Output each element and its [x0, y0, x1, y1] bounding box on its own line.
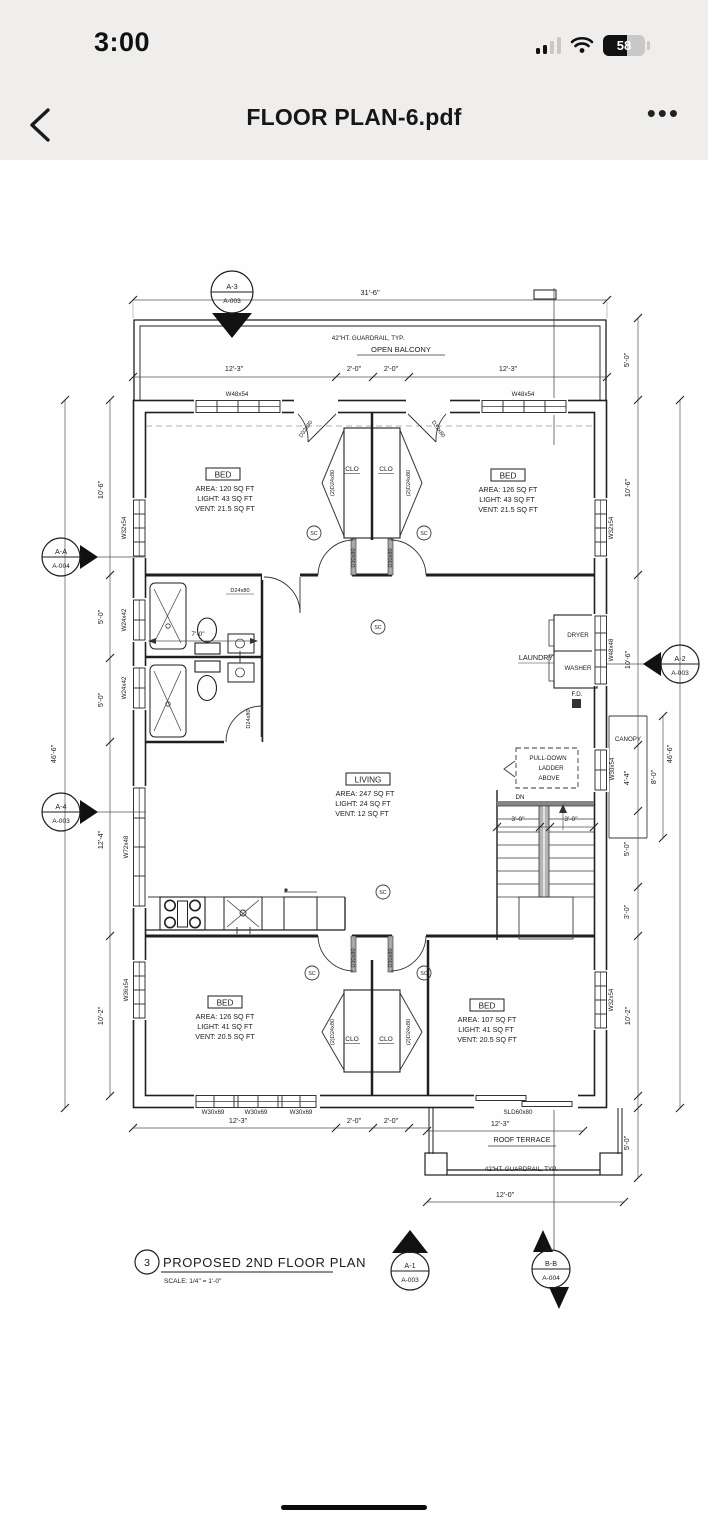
clo-label: CLO: [379, 1036, 393, 1043]
window-label: W30x54: [609, 757, 616, 781]
open-balcony-label: OPEN BALCONY: [371, 345, 431, 354]
room-vent: VENT: 21.5 SQ FT: [478, 505, 538, 514]
clo-label: CLO: [345, 466, 359, 473]
dim-label: 5'-0": [96, 609, 105, 625]
battery-percent: 58: [616, 37, 632, 53]
window-right-w48x48: [592, 614, 609, 686]
status-time: 3:00: [94, 27, 151, 57]
plan-doors: [226, 414, 446, 972]
dim-label: 5'-0": [622, 841, 631, 857]
marker-label: B-B: [545, 1259, 557, 1268]
stove: [160, 897, 205, 930]
toilet-2: [195, 661, 220, 701]
room-vent: VENT: 20.5 SQ FT: [195, 1032, 255, 1041]
window-right-w32x54-top: [592, 498, 609, 558]
dim-label: 5'-0": [622, 1135, 631, 1151]
room-vent: VENT: 20.5 SQ FT: [457, 1035, 517, 1044]
dim-label: 10'-6": [623, 478, 632, 498]
door-label: (2)D24x80: [406, 469, 412, 497]
sc-label: SC: [420, 531, 428, 537]
marker-a4: [42, 793, 146, 831]
stairs: [497, 806, 594, 939]
ladder-label-3: ABOVE: [538, 775, 560, 782]
more-options-button[interactable]: •••: [646, 98, 680, 128]
window-left-w36x54: [131, 960, 148, 1020]
marker-a1: [391, 1230, 429, 1290]
marker-label: A-3: [226, 282, 238, 291]
sc-label: SC: [420, 971, 428, 977]
marker-label: A-003: [223, 298, 241, 305]
room-name: LIVING: [354, 775, 382, 785]
window-label: W48x54: [511, 391, 535, 398]
washer-label: WASHER: [564, 665, 592, 672]
dim-label: 2'-0": [346, 364, 362, 373]
dim-label: 3'-0": [511, 816, 525, 823]
window-label: W32x54: [608, 516, 615, 540]
roof-terrace-label: ROOF TERRACE: [493, 1135, 551, 1144]
battery-icon: [603, 35, 645, 56]
room-area: AREA: 120 SQ FT: [195, 484, 255, 493]
ladder-label-2: LADDER: [538, 765, 564, 772]
room-light: LIGHT: 41 SQ FT: [458, 1025, 514, 1034]
dim-label: 10'-6": [623, 650, 632, 670]
door-label: D32x80: [298, 419, 315, 440]
window-label: W24x42: [121, 676, 128, 700]
room-labels: [195, 335, 641, 1173]
door-label: D32x80: [429, 419, 446, 440]
counter-appliance: [284, 888, 317, 930]
room-living: [335, 773, 395, 818]
floor-plan-drawing: [0, 160, 708, 1500]
room-bed-bottom-left: [195, 996, 255, 1041]
sc-label: SC: [374, 625, 382, 631]
dim-label: 12'-4": [96, 830, 105, 850]
cellular-signal-icon: [536, 37, 562, 54]
sliding-door-sld60x80: [474, 1093, 578, 1110]
room-light: LIGHT: 43 SQ FT: [197, 494, 253, 503]
window-left-w24x42-b: [131, 666, 148, 710]
back-button[interactable]: [24, 102, 60, 148]
window-label: W30x69: [289, 1109, 313, 1116]
marker-bb: [532, 1230, 570, 1309]
window-label: W32x54: [121, 516, 128, 540]
window-top-left: [194, 398, 282, 415]
marker-label: A-2: [674, 654, 686, 663]
window-label: W32x54: [608, 988, 615, 1012]
marker-a3: [211, 271, 253, 338]
window-label: W24x42: [121, 608, 128, 632]
sheet-scale: SCALE: 1/4" = 1'-0": [164, 1278, 222, 1285]
room-bed-top-left: [195, 468, 255, 513]
marker-label: A-4: [55, 802, 67, 811]
pdf-page[interactable]: [0, 160, 708, 1500]
wifi-icon: [570, 36, 594, 54]
dryer-label: DRYER: [567, 632, 589, 639]
marker-label: A-004: [542, 1275, 560, 1282]
door-label: D30x80: [388, 948, 394, 968]
window-top-right: [480, 398, 568, 415]
battery-nub: [647, 41, 650, 50]
door-label: D30x80: [388, 548, 394, 568]
dim-label: 2'-0": [383, 1116, 399, 1125]
door-label: (2)D24x80: [330, 469, 336, 497]
window-label: W48x54: [225, 391, 249, 398]
window-label: W30x69: [201, 1109, 225, 1116]
dim-label: 2'-0": [383, 364, 399, 373]
door-label: D24x80: [230, 588, 250, 594]
dim-label: 10'-6": [96, 480, 105, 500]
sheet-title: PROPOSED 2ND FLOOR PLAN: [163, 1255, 367, 1270]
dim-label: 46'-6": [665, 744, 674, 764]
door-label: D24x80: [246, 709, 252, 729]
marker-label: A-1: [404, 1261, 416, 1270]
sc-label: SC: [308, 971, 316, 977]
dim-label: 8'-0": [649, 769, 658, 785]
room-name: BED: [216, 998, 234, 1008]
laundry-label: LAUNDRY: [518, 653, 554, 662]
room-area: AREA: 126 SQ FT: [478, 485, 538, 494]
dim-label: 10'-2": [623, 1006, 632, 1026]
dim-label: 12'-3": [498, 364, 518, 373]
dim-label: 3'-0": [622, 904, 631, 920]
dim-label: 31'-6": [360, 288, 380, 297]
marker-label: A-003: [671, 670, 689, 677]
sc-label: SC: [379, 890, 387, 896]
floor-drain-symbol: [572, 699, 581, 708]
kitchen-sink: [224, 897, 262, 934]
sheet-title-block: [135, 1250, 366, 1285]
sink-1: [228, 634, 254, 656]
shower-2: [150, 665, 186, 737]
dim-label: 5'-0": [622, 352, 631, 368]
fd-label: F.D.: [571, 691, 583, 698]
room-light: LIGHT: 24 SQ FT: [335, 799, 391, 808]
window-right-w30x54: [592, 748, 609, 792]
document-title: FLOOR PLAN-6.pdf: [246, 104, 462, 130]
window-left-w24x42-a: [131, 598, 148, 642]
window-left-w72x48: [131, 786, 148, 908]
sink-2: [228, 658, 254, 682]
door-label: D30x80: [351, 548, 357, 568]
status-icons: [536, 33, 651, 57]
home-indicator[interactable]: [281, 1505, 427, 1510]
window-label: W72x48: [123, 835, 130, 859]
room-bed-top-right: [478, 469, 538, 514]
ladder-label-1: PULL-DOWN: [529, 755, 567, 762]
window-left-w32x54: [131, 498, 148, 558]
room-light: LIGHT: 43 SQ FT: [479, 495, 535, 504]
plan-fixtures: [150, 583, 594, 939]
sheet-number: 3: [144, 1257, 150, 1269]
marker-aa: [42, 538, 146, 576]
clo-label: CLO: [379, 466, 393, 473]
room-area: AREA: 126 SQ FT: [195, 1012, 255, 1021]
dim-label: 3'-0": [564, 816, 578, 823]
guardrail-top-label: 42"HT. GUARDRAIL, TYP.: [331, 335, 405, 342]
door-label: SLD60x80: [503, 1109, 533, 1116]
window-right-w32x54-bottom: [592, 970, 609, 1030]
room-bed-bottom-right: [457, 999, 517, 1044]
clo-label: CLO: [345, 1036, 359, 1043]
marker-label: A-004: [52, 563, 70, 570]
room-name: BED: [214, 470, 232, 480]
room-name: BED: [499, 471, 517, 481]
dim-label: 46'-6": [49, 744, 58, 764]
room-light: LIGHT: 41 SQ FT: [197, 1022, 253, 1031]
room-area: AREA: 247 SQ FT: [335, 789, 395, 798]
room-vent: VENT: 12 SQ FT: [335, 809, 389, 818]
dim-label: 12'-0": [495, 1190, 515, 1199]
nav-bar: [0, 96, 708, 156]
dim-label: 12'-3": [490, 1119, 510, 1128]
dim-label: 10'-2": [96, 1006, 105, 1026]
room-vent: VENT: 21.5 SQ FT: [195, 504, 255, 513]
room-area: AREA: 107 SQ FT: [457, 1015, 517, 1024]
dim-label: 2'-0": [346, 1116, 362, 1125]
dn-label: DN: [515, 794, 525, 801]
window-door-tags: [121, 391, 616, 1116]
marker-label: A-003: [52, 818, 70, 825]
guardrail-bottom-label: 42"HT. GUARDRAIL, TYP.: [484, 1166, 558, 1173]
marker-label: A-003: [401, 1277, 419, 1284]
door-label: (2)D24x80: [330, 1018, 336, 1046]
door-label: D30x80: [351, 948, 357, 968]
marker-label: A-A: [55, 547, 67, 556]
window-bottom-w30x69: [194, 1093, 320, 1110]
sc-label: SC: [310, 531, 318, 537]
dim-label: 12'-3": [224, 364, 244, 373]
marker-a2: [607, 645, 699, 683]
chevron-left-icon: [24, 102, 60, 148]
status-and-nav-bar: [0, 0, 708, 160]
window-label: W48x48: [608, 638, 615, 662]
window-label: W30x69: [244, 1109, 268, 1116]
smoke-detectors: [305, 526, 431, 980]
window-label: W36x54: [123, 978, 130, 1002]
canopy-label: CANOPY: [614, 736, 642, 743]
dim-label: 7'-0": [191, 631, 205, 638]
door-label: (2)D24x80: [406, 1018, 412, 1046]
dim-label: 4'-4": [622, 770, 631, 786]
dim-label: 5'-0": [96, 692, 105, 708]
dim-label: 12'-3": [228, 1116, 248, 1125]
room-name: BED: [478, 1001, 496, 1011]
